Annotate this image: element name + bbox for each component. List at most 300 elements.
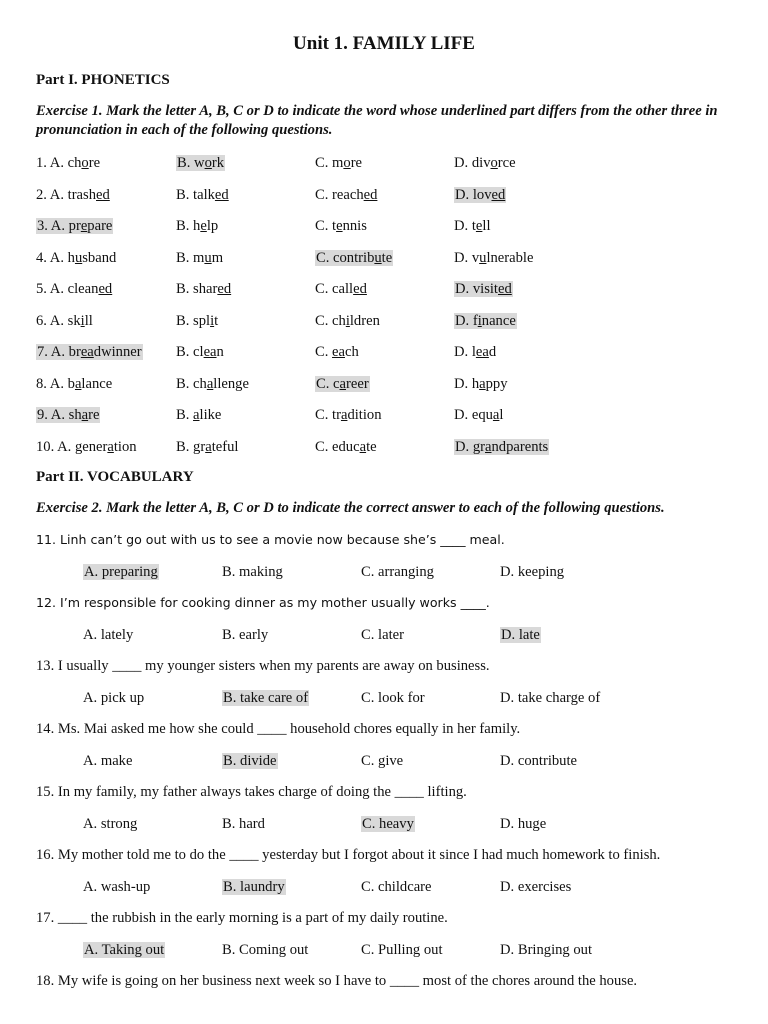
option-text [36,439,137,455]
option-letter: A. [49,312,68,329]
highlighted-answer [454,187,506,203]
answer-options-row [0,625,768,645]
option-text: C. childcare [361,879,432,895]
option-text: A. strong [83,816,138,832]
highlighted-answer [454,313,517,329]
word-prefix: visit [472,281,498,297]
underlined-part: a [479,375,486,392]
word-prefix: m [193,249,205,266]
highlighted-answer: B. divide [223,753,277,769]
answer-options-row [0,688,768,708]
option-letter: B. [176,438,194,455]
question-number: 8. [36,375,50,392]
answer-options-row [0,751,768,771]
option-letter: D. [454,155,472,171]
question-number: 9. [37,407,51,423]
question-number: 3. [37,218,51,234]
option-a[interactable] [83,625,133,645]
underlined-part: u [74,249,83,266]
option-text [454,250,533,266]
question-stem: 18. My wife is going on her business next week so I have to ____ most of the chores around the house. [36,973,638,989]
option-text [36,187,110,203]
option-d[interactable] [454,374,508,394]
underlined-part: ed [363,186,378,203]
question-number: 5. [36,281,50,297]
exercise2-instruction: Exercise 2. Mark the letter A, B, C or D to indicate the correct answer to each of the following questions. [36,500,665,516]
phonetics-question-row [0,374,768,394]
word-prefix: equ [471,407,493,423]
word-prefix: h [471,375,480,392]
question-stem: 14. Ms. Mai asked me how she could ____ household chores equally in her family. [36,721,521,737]
word-suffix: sband [82,249,117,266]
option-text: D. keeping [500,564,565,580]
underlined-part: ed [217,281,232,297]
phonetics-question-row [0,185,768,205]
phonetics-question-row [0,437,768,457]
option-a[interactable] [83,751,132,771]
option-b[interactable] [222,814,265,834]
word-suffix: lp [206,218,219,234]
option-d[interactable] [454,405,503,425]
underlined-part: a [206,375,214,392]
word-suffix: ll [84,312,93,329]
word-suffix: re [350,155,363,171]
option-c[interactable] [315,374,370,394]
underlined-part: a [107,438,114,455]
option-letter: C. [315,281,333,297]
option-c[interactable] [315,342,359,362]
option-b[interactable] [176,374,249,394]
option-b[interactable] [176,153,225,173]
word-prefix: ch [332,312,346,329]
word-prefix: educ [332,438,360,455]
option-letter: A. [49,375,68,392]
word-suffix: m [211,249,224,266]
option-text [454,376,508,392]
option-text [454,344,496,360]
word-prefix: f [472,312,478,329]
page-title: Unit 1. FAMILY LIFE [293,33,475,54]
option-a[interactable] [36,185,110,205]
underlined-part: ed [491,186,506,203]
word-suffix: re [88,407,100,423]
option-c[interactable] [361,751,403,771]
word-prefix: b [67,375,75,392]
option-c[interactable] [315,279,367,299]
phonetics-question-row [0,153,768,173]
option-text: A. pick up [83,690,145,706]
word-suffix: rce [497,155,516,171]
option-text: D. exercises [500,879,572,895]
option-b[interactable] [176,437,238,457]
underlined-part: a [340,407,348,423]
question-stem: 11. Linh can’t go out with us to see a movie now because she’s ____ meal. [36,532,505,547]
word-suffix: ll [482,218,491,234]
underlined-part: a [359,438,367,455]
option-letter: C. [315,218,333,234]
underlined-part: u [479,249,487,266]
option-text: B. Coming out [222,942,309,958]
option-c[interactable] [315,248,393,268]
phonetics-question-row [0,311,768,331]
underlined-part: a [205,438,212,455]
option-text [36,155,100,171]
option-d[interactable] [454,437,549,457]
option-b[interactable] [176,248,223,268]
option-letter: A. [50,344,69,360]
word-suffix: tion [113,438,137,455]
underlined-part: a [193,407,200,423]
question-number: 2. [36,186,50,203]
question-number: 1. [36,155,50,171]
option-letter: D. [454,218,472,234]
option-text: B. hard [222,816,265,832]
option-a[interactable] [36,374,112,394]
underlined-part: a [74,375,82,392]
exercise1-instruction: Exercise 1. Mark the letter A, B, C or D to indicate the word whose underlined part differs from the other three in pronunciation in each of the following questions. [36,103,718,138]
highlighted-answer [315,376,370,392]
underlined-part: i [80,312,85,329]
word-suffix: reer [346,375,369,392]
underlined-part: ea [80,344,94,360]
option-text [176,439,238,455]
part2-heading: Part II. VOCABULARY [36,469,194,485]
option-text [454,218,491,234]
option-text [315,439,377,455]
option-text: D. take charge of [500,690,601,706]
highlighted-answer: B. take care of [223,690,309,706]
option-a[interactable] [83,940,165,960]
word-prefix: ch [67,155,82,171]
option-letter: B. [176,186,194,203]
option-d[interactable] [454,153,516,173]
underlined-part: i [345,312,350,329]
option-text: D. contribute [500,753,578,769]
underlined-part: o [343,155,351,171]
option-letter: A. [49,281,68,297]
highlighted-answer: A. preparing [84,564,158,580]
word-suffix: te [381,249,393,266]
option-c[interactable] [315,311,380,331]
option-letter: A. [50,218,69,234]
highlighted-answer: B. laundry [223,879,285,895]
underlined-part: i [477,312,482,329]
phonetics-question-row [0,248,768,268]
option-d[interactable] [454,279,513,299]
underlined-part: ea [475,344,489,360]
word-prefix: l [471,344,476,360]
underlined-part: a [492,407,500,423]
option-c[interactable] [315,437,377,457]
word-suffix: ppy [485,375,508,392]
option-text [315,218,367,234]
option-text: C. later [361,627,404,643]
option-b[interactable] [176,405,221,425]
option-text: C. look for [361,690,425,706]
option-c[interactable] [361,940,443,960]
word-suffix: ch [345,344,359,360]
option-text [315,187,377,203]
word-suffix: ldren [349,312,380,329]
option-text [176,250,223,266]
highlighted-answer [36,344,143,360]
option-c[interactable] [361,688,425,708]
option-c[interactable] [315,185,377,205]
option-text [36,281,112,297]
option-letter: D. [455,438,473,455]
word-suffix: teful [211,438,239,455]
question-stem: 16. My mother told me to do the ____ yesterday but I forgot about it since I had much homework to finish. [36,847,661,863]
option-text [454,407,503,423]
option-text: D. huge [500,816,547,832]
word-prefix: div [471,155,491,171]
word-suffix: ndparents [491,438,549,455]
option-a[interactable] [83,814,137,834]
part1-heading: Part I. PHONETICS [36,72,170,88]
option-text: B. early [222,627,269,643]
option-c[interactable] [361,625,404,645]
word-prefix: gener [74,438,108,455]
option-a[interactable] [36,216,113,236]
underlined-part: o [490,155,498,171]
option-letter: D. [454,375,472,392]
word-prefix: sh [68,407,82,423]
option-text [315,155,362,171]
option-letter: C. [315,312,333,329]
option-text [36,313,93,329]
option-text: C. arranging [361,564,434,580]
option-d[interactable] [500,625,541,645]
question-number: 4. [36,249,50,266]
underlined-part: o [81,155,89,171]
underlined-part: a [485,438,492,455]
word-prefix: trash [67,186,97,203]
word-suffix: d [488,344,497,360]
option-text: C. Pulling out [361,942,443,958]
word-prefix: pr [68,218,81,234]
word-suffix: t [214,312,219,329]
option-letter: A. [49,249,68,266]
option-c[interactable] [315,216,367,236]
option-b[interactable] [222,562,283,582]
word-prefix: h [193,218,201,234]
underlined-part: e [336,218,343,234]
option-letter: B. [177,155,195,171]
answer-options-row [0,877,768,897]
option-letter: D. [455,281,473,297]
underlined-part: ed [98,281,113,297]
underlined-part: ed [96,186,110,203]
option-c[interactable] [315,153,362,173]
option-text [315,281,367,297]
highlighted-answer: A. Taking out [84,942,165,958]
option-d[interactable] [500,940,592,960]
word-suffix: nance [481,312,516,329]
option-text [176,344,224,360]
word-prefix: tr [332,407,341,423]
word-prefix: cl [193,344,204,360]
option-letter: C. [315,344,333,360]
option-a[interactable] [36,311,93,331]
phonetics-question-row [0,342,768,362]
option-a[interactable] [36,248,116,268]
option-d[interactable] [500,877,571,897]
option-letter: D. [454,344,472,360]
option-b[interactable] [222,688,309,708]
option-b[interactable] [222,877,286,897]
option-a[interactable] [83,688,144,708]
word-suffix: like [199,407,222,423]
option-b[interactable] [176,342,224,362]
word-suffix: pare [87,218,113,234]
word-suffix: rk [211,155,225,171]
option-letter: B. [176,407,194,423]
option-text [315,313,380,329]
option-a[interactable] [36,342,143,362]
underlined-part: e [200,218,207,234]
question-stem: 12. I’m responsible for cooking dinner as my mother usually works ____. [36,595,490,610]
highlighted-answer [454,281,513,297]
option-letter: B. [176,281,194,297]
answer-options-row [0,940,768,960]
option-c[interactable] [361,814,415,834]
word-suffix: lance [81,375,113,392]
word-prefix: spl [193,312,211,329]
answer-options-row [0,814,768,834]
word-prefix: v [471,249,480,266]
option-text: A. wash-up [83,879,151,895]
option-d[interactable] [454,185,506,205]
highlighted-answer [454,439,549,455]
option-text [176,218,218,234]
option-a[interactable] [83,562,159,582]
word-prefix: shar [193,281,218,297]
underlined-part: ed [353,281,367,297]
highlighted-answer: D. late [501,627,540,643]
underlined-part: e [475,218,483,234]
question-number: 6. [36,312,50,329]
option-b[interactable] [222,940,308,960]
option-b[interactable] [176,185,229,205]
word-prefix: gr [193,438,206,455]
word-suffix: n [216,344,224,360]
option-c[interactable] [361,877,432,897]
option-text [176,281,231,297]
question-stem: 13. I usually ____ my younger sisters when my parents are away on business. [36,658,490,674]
word-prefix: t [471,218,476,234]
option-text: C. give [361,753,404,769]
option-text: A. make [83,753,133,769]
option-b[interactable] [176,311,218,331]
word-prefix: clean [67,281,99,297]
underlined-part: a [81,407,89,423]
option-b[interactable] [176,216,218,236]
question-number: 10. [36,438,58,455]
option-text [176,376,249,392]
word-suffix: l [499,407,504,423]
underlined-part: ed [497,281,512,297]
word-suffix: dwinner [93,344,142,360]
option-letter: B. [176,312,194,329]
option-a[interactable] [36,279,112,299]
option-text [454,155,516,171]
question-stem: 17. ____ the rubbish in the early morning is a part of my daily routine. [36,910,448,926]
phonetics-question-row [0,405,768,425]
option-c[interactable] [315,405,382,425]
option-b[interactable] [176,279,231,299]
option-text [176,187,229,203]
option-letter: A. [49,186,68,203]
option-d[interactable] [500,688,600,708]
word-suffix: te [366,438,377,455]
word-prefix: contrib [333,249,375,266]
option-a[interactable] [83,877,150,897]
underlined-part: ed [214,186,229,203]
word-suffix: nnis [342,218,367,234]
option-letter: B. [176,249,194,266]
highlighted-answer [36,218,113,234]
word-prefix: c [333,375,340,392]
option-d[interactable] [454,216,491,236]
option-text: A. lately [83,627,134,643]
highlighted-answer [36,407,100,423]
option-d[interactable] [454,311,517,331]
option-letter: B. [176,375,194,392]
underlined-part: ea [203,344,217,360]
option-letter: B. [176,344,194,360]
option-letter: A. [50,407,69,423]
word-suffix: re [88,155,101,171]
question-stem: 15. In my family, my father always takes charge of doing the ____ lifting. [36,784,467,800]
option-letter: D. [454,249,472,266]
option-letter: D. [455,186,473,203]
option-d[interactable] [454,248,533,268]
option-a[interactable] [36,437,137,457]
word-prefix: ch [193,375,207,392]
option-text: B. making [222,564,283,580]
option-letter: C. [315,407,333,423]
word-prefix: h [67,249,75,266]
option-letter: D. [455,312,473,329]
word-prefix: m [332,155,344,171]
option-text [36,376,112,392]
option-d[interactable] [500,562,564,582]
word-suffix: dition [347,407,382,423]
option-letter: C. [316,249,334,266]
word-prefix: gr [472,438,486,455]
underlined-part: ea [332,344,345,360]
answer-options-row [0,562,768,582]
option-letter: C. [315,186,333,203]
option-b[interactable] [222,625,268,645]
option-c[interactable] [361,562,434,582]
word-suffix: lnerable [486,249,534,266]
option-a[interactable] [36,405,100,425]
option-letter: A. [57,438,75,455]
phonetics-question-row [0,216,768,236]
option-text [176,407,221,423]
option-a[interactable] [36,153,100,173]
option-letter: C. [315,438,333,455]
option-d[interactable] [500,814,546,834]
option-d[interactable] [500,751,577,771]
word-prefix: w [194,155,205,171]
option-b[interactable] [222,751,278,771]
option-d[interactable] [454,342,496,362]
word-prefix: br [68,344,81,360]
option-text [315,407,382,423]
word-prefix: call [332,281,354,297]
